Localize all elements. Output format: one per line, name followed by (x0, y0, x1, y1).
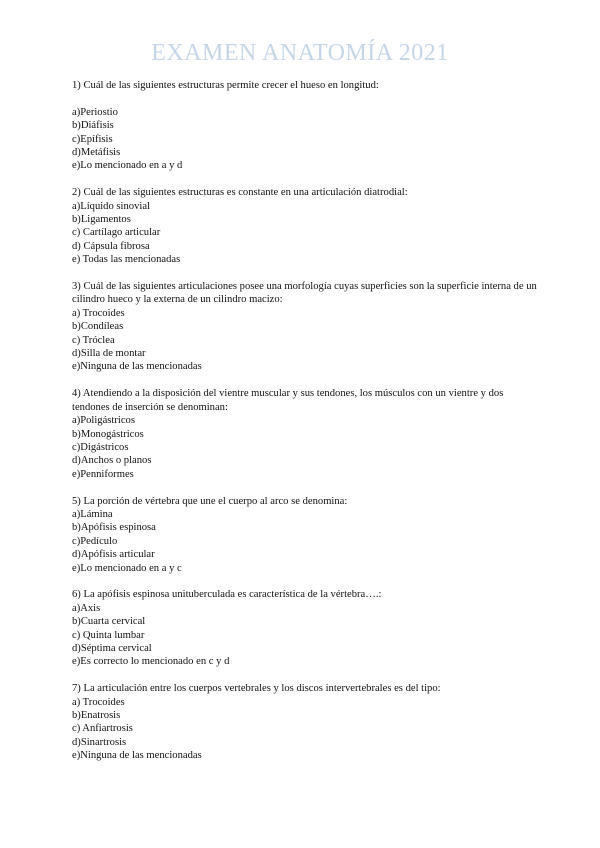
option-b: b)Diáfisis (72, 120, 114, 132)
option-b: b)Ligamentos (72, 214, 131, 226)
option-b: b)Apófisis espinosa (72, 522, 156, 534)
option-d: d)Apófisis articular (72, 549, 155, 561)
option-c: c)Digástricos (72, 441, 129, 453)
option-d: d)Metáfisis (72, 147, 121, 159)
option-e: e)Es correcto lo mencionado en c y d (72, 656, 230, 668)
option-d: d)Anchos o planos (72, 455, 152, 467)
question-text: 6) La apófisis espinosa unituberculada es característica de la vértebra….: (72, 589, 382, 601)
option-b: b)Condíleas (72, 321, 124, 333)
question-1 (72, 79, 542, 173)
option-a: a) Trocoides (72, 307, 125, 319)
question-2 (72, 186, 542, 266)
option-a: a)Axis (72, 602, 101, 614)
option-a: a)Lámina (72, 508, 113, 520)
option-d: d)Silla de montar (72, 348, 146, 360)
question-text: 4) Atendiendo a la disposición del vientre muscular y sus tendones, los músculos con un vientre y dos tendones de inserción se denominan: (72, 388, 504, 413)
option-a: a)Periostio (72, 106, 118, 118)
option-e: e)Ninguna de las mencionadas (72, 361, 202, 373)
option-e: e)Penniformes (72, 468, 134, 480)
option-c: c)Epífisis (72, 133, 113, 145)
question-list (72, 79, 542, 776)
option-d: d)Sinartrosis (72, 736, 127, 748)
exam-title: EXAMEN ANATOMÍA 2021 (151, 40, 449, 66)
question-text: 2) Cuál de las siguientes estructuras es constante en una articulación diatrodial: (72, 187, 408, 199)
option-c: c)Pedículo (72, 535, 118, 547)
question-5 (72, 495, 542, 575)
option-e: e)Ninguna de las mencionadas (72, 750, 202, 762)
question-text: 7) La articulación entre los cuerpos vertebrales y los discos intervertebrales es del tipo: (72, 683, 441, 695)
question-text: 1) Cuál de las siguientes estructuras permite crecer el hueso en longitud: (72, 80, 379, 91)
option-a: a) Trocoides (72, 696, 125, 708)
question-6 (72, 588, 542, 668)
option-a: a)Poligástricos (72, 415, 135, 427)
option-b: b)Enatrosis (72, 709, 121, 721)
question-7 (72, 682, 542, 762)
option-d: d) Cápsula fibrosa (72, 240, 150, 252)
option-e: e) Todas las mencionadas (72, 254, 181, 266)
question-4 (72, 387, 542, 481)
option-b: b)Monogástricos (72, 428, 144, 440)
option-b: b)Cuarta cervical (72, 616, 146, 628)
option-c: c) Quinta lumbar (72, 629, 145, 641)
option-c: c) Anfiartrosis (72, 723, 133, 735)
option-c: c) Tróclea (72, 334, 115, 346)
question-text: 5) La porción de vértebra que une el cuerpo al arco se denomina: (72, 495, 348, 507)
question-text: 3) Cuál de las siguientes articulaciones posee una morfología cuyas superficies son la superficie interna de un cilindro hueco y la externa de un cilindro macizo: (72, 281, 537, 306)
option-a: a)Líquido sinovial (72, 200, 150, 212)
option-d: d)Séptima cervical (72, 642, 152, 654)
option-e: e)Lo mencionado en a y c (72, 562, 182, 574)
question-gap (72, 92, 542, 105)
question-3 (72, 280, 542, 374)
option-e: e)Lo mencionado en a y d (72, 160, 183, 172)
option-c: c) Cartílago articular (72, 227, 161, 239)
